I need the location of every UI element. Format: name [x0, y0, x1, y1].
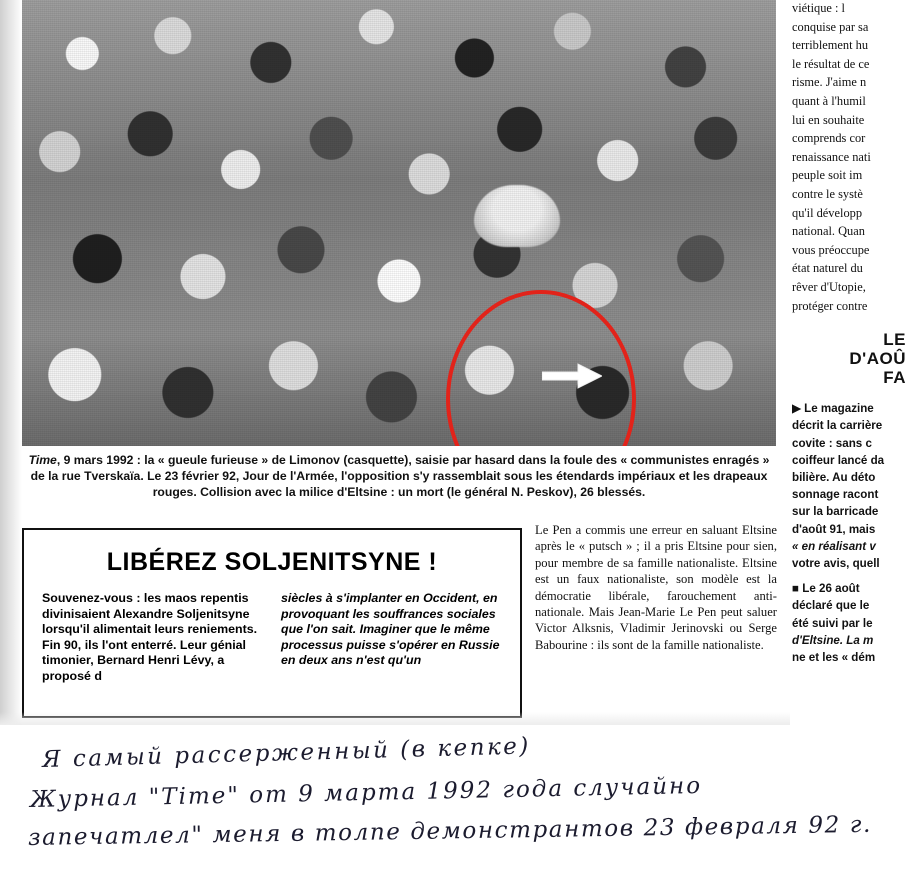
right-col-line-12: national. Quan: [792, 224, 865, 239]
right-col-line-7: comprends cor: [792, 131, 866, 146]
right-heading-line-1: D'AOÛ: [849, 349, 906, 369]
right-col-line-2: terriblement hu: [792, 38, 869, 53]
bold1-line-7: d'août 91, mais: [792, 522, 876, 536]
right-col-line-11: qu'il développ: [792, 205, 863, 220]
photo-caption: [22, 452, 776, 500]
bold1-line-3: coiffeur lancé da: [792, 453, 885, 467]
right-column-heading: [792, 330, 906, 387]
handwritten-note-area: [0, 725, 906, 894]
right-col-line-15: rêver d'Utopie,: [792, 279, 866, 294]
handwriting-line-3: запечатлел" меня в толпе демонстрантов 23 февраля 92 г.: [27, 811, 873, 851]
right-text-column: [792, 0, 906, 725]
right-col-line-5: quant à l'humil: [792, 93, 866, 108]
boxed-article-columns: [24, 591, 520, 685]
boxed-article-column-left: Souvenez-vous : les maos repentis divinisaient Alexandre Soljenitsyne lorsqu'il alimentait leurs reniements. Fin 90, ils l'ont enterré. Leur génial timonier, Bernard Henri Lévy, a proposé d: [42, 591, 258, 683]
photo-halftone-grain: [22, 0, 776, 446]
right-column-bold-block-1: [792, 401, 906, 571]
crowd-photograph: [22, 0, 776, 446]
scan-left-edge-shadow: [0, 0, 22, 725]
right-col-line-1: conquise par sa: [792, 19, 869, 34]
right-col-line-3: le résultat de ce: [792, 56, 870, 71]
boxed-article: [22, 528, 522, 718]
square-bullet-icon: ■: [792, 582, 800, 596]
boxed-article-title: LIBÉREZ SOLJENITSYNE !: [106, 548, 438, 576]
handwriting-line-2: Журнал "Time" от 9 марта 1992 года случайно: [29, 772, 703, 813]
bold1-line-1: décrit la carrière: [792, 419, 883, 433]
right-col-line-8: renaissance nati: [792, 149, 871, 164]
bold1-text-0: Le magazine: [804, 402, 874, 416]
caption-line-2: de la rue Tverskaïa. Le 23 février 92, Jour de l'Armée, l'opposition s'y rassemblait sous les étendards impériaux et les drapeaux: [30, 469, 768, 483]
right-col-line-6: lui en souhaite: [792, 112, 865, 127]
bold2-line-2: été suivi par le: [792, 616, 873, 630]
scan-bottom-edge-shadow: [0, 712, 790, 725]
right-heading-line-0: LE: [883, 330, 906, 350]
right-col-line-16: protéger contre: [792, 298, 868, 313]
bold2-line-4: ne et les « dém: [792, 650, 876, 664]
right-col-line-13: vous préoccupe: [792, 242, 870, 257]
bold1-line-0: [792, 401, 906, 416]
bold2-line-1: déclaré que le: [792, 599, 870, 613]
bold2-line-3: d'Eltsine. La m: [792, 633, 874, 647]
bold1-line-6: sur la barricade: [792, 505, 879, 519]
bold1-line-8: « en réalisant v: [792, 539, 876, 553]
caption-line-1-rest: , 9 mars 1992 : la « gueule furieuse » de Limonov (casquette), saisie par hasard dans la foule des « communistes enragés »: [56, 453, 770, 467]
caption-line-1: [22, 452, 776, 468]
handwriting-line-1: Я самый рассерженный (в кепке): [41, 733, 532, 773]
right-column-bold-block-2: [792, 581, 906, 665]
right-col-line-14: état naturel du: [792, 261, 863, 276]
middle-text-column: Le Pen a commis une erreur en saluant Eltsine après le « putsch » ; il a pris Eltsine pour sien, pour membre de sa famille nationaliste. Eltsine est un faux nationaliste, son modèle est la démocratie libérale, farouchement anti-nationale. Mais Jean-Marie Le Pen peut saluer Victor Alksnis, Vladimir Jerinovski ou Serge Babourine : ils sont de la famille nationaliste.: [535, 523, 777, 652]
caption-magazine-name: Time: [28, 453, 57, 467]
right-col-line-4: risme. J'aime n: [792, 75, 867, 90]
bold2-text-0: Le 26 août: [802, 582, 860, 596]
triangle-bullet-icon: ▶: [792, 402, 801, 416]
right-heading-line-2: FA: [883, 368, 906, 388]
right-col-line-10: contre le systè: [792, 186, 863, 201]
bold1-line-5: sonnage racont: [792, 488, 879, 502]
boxed-article-column-right: siècles à s'implanter en Occident, en provoquant les souffrances sociales que l'on sait. Imaginer que le même processus puisse s'opérer en Russie en deux ans n'est qu'un: [281, 591, 500, 668]
bold1-line-4: bilière. Au déto: [792, 470, 876, 484]
bold1-line-2: covite : sans c: [792, 436, 872, 450]
bold2-line-0: [792, 581, 906, 596]
right-col-line-9: peuple soit im: [792, 168, 863, 183]
right-col-line-0: viétique : l: [792, 1, 845, 15]
caption-line-3: rouges. Collision avec la milice d'Eltsine : un mort (le général N. Peskov), 26 blessés.: [152, 485, 646, 499]
bold1-line-9: votre avis, quell: [792, 556, 880, 570]
